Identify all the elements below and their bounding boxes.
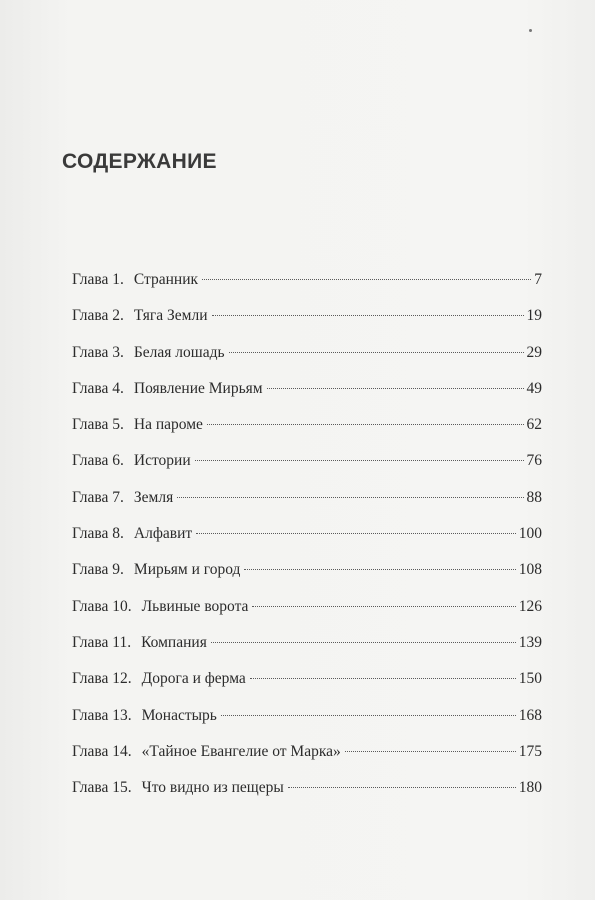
toc-dot-leader bbox=[345, 751, 516, 752]
toc-entry bbox=[72, 343, 542, 379]
toc-chapter-title: Что видно из пещеры bbox=[141, 779, 284, 797]
toc-entry bbox=[72, 742, 542, 778]
toc-chapter-title: Монастырь bbox=[141, 706, 217, 724]
toc-chapter-title: Истории bbox=[133, 452, 191, 470]
toc-chapter-title: Алфавит bbox=[133, 525, 193, 543]
toc-entry-label bbox=[72, 451, 191, 471]
toc-page-number: 19 bbox=[526, 307, 542, 325]
toc-page-number: 180 bbox=[518, 779, 542, 797]
toc-chapter-title: Львиные ворота bbox=[141, 597, 249, 615]
toc-chapter-number: Глава 11. bbox=[72, 633, 132, 651]
toc-entry bbox=[72, 560, 542, 596]
toc-chapter-number: Глава 5. bbox=[72, 416, 124, 434]
toc-entry bbox=[72, 270, 542, 306]
toc-entry-label bbox=[72, 306, 208, 326]
toc-entry bbox=[72, 415, 542, 451]
toc-chapter-title: Дорога и ферма bbox=[141, 670, 246, 688]
toc-dot-leader bbox=[207, 424, 524, 425]
toc-entry-label bbox=[72, 415, 203, 435]
toc-page-number: 168 bbox=[518, 706, 542, 724]
toc-chapter-number: Глава 9. bbox=[72, 561, 124, 579]
table-of-contents bbox=[72, 270, 542, 814]
toc-dot-leader bbox=[212, 315, 524, 316]
toc-page-number: 62 bbox=[526, 416, 542, 434]
toc-chapter-number: Глава 12. bbox=[72, 670, 132, 688]
toc-entry-label bbox=[72, 524, 192, 544]
toc-chapter-number: Глава 3. bbox=[72, 343, 124, 361]
toc-chapter-number: Глава 14. bbox=[72, 742, 132, 760]
toc-chapter-title: Странник bbox=[133, 271, 199, 288]
toc-page-number: 88 bbox=[526, 488, 542, 506]
toc-entry-label bbox=[72, 488, 173, 508]
toc-dot-leader bbox=[202, 279, 531, 280]
toc-chapter-number: Глава 6. bbox=[72, 452, 124, 470]
toc-entry bbox=[72, 669, 542, 705]
toc-dot-leader bbox=[267, 388, 524, 389]
toc-dot-leader bbox=[195, 460, 524, 461]
toc-entry-label bbox=[72, 669, 246, 689]
toc-chapter-title: Появление Мирьям bbox=[133, 379, 263, 397]
toc-dot-leader bbox=[196, 533, 516, 534]
toc-page-number: 100 bbox=[518, 525, 542, 543]
toc-dot-leader bbox=[244, 569, 515, 570]
toc-chapter-title: Земля bbox=[133, 488, 174, 506]
toc-entry-label bbox=[72, 379, 263, 399]
toc-page-number: 150 bbox=[518, 670, 542, 688]
toc-chapter-title: На пароме bbox=[133, 416, 203, 434]
toc-chapter-number: Глава 10. bbox=[72, 597, 132, 615]
toc-page-number: 49 bbox=[526, 379, 542, 397]
toc-page-number: 126 bbox=[518, 597, 542, 615]
toc-chapter-title: «Тайное Евангелие от Марка» bbox=[141, 742, 341, 760]
toc-entry bbox=[72, 451, 542, 487]
toc-chapter-number: Глава 7. bbox=[72, 488, 124, 506]
toc-entry-label bbox=[72, 633, 207, 653]
toc-dot-leader bbox=[177, 497, 523, 498]
toc-dot-leader bbox=[250, 678, 516, 679]
toc-entry-label bbox=[72, 270, 198, 290]
toc-chapter-number: Глава 4. bbox=[72, 379, 124, 397]
toc-dot-leader bbox=[211, 642, 516, 643]
toc-dot-leader bbox=[229, 352, 524, 353]
toc-entry bbox=[72, 706, 542, 742]
toc-entry bbox=[72, 524, 542, 560]
toc-entry bbox=[72, 379, 542, 415]
toc-chapter-number: Глава 15. bbox=[72, 779, 132, 797]
page-speck bbox=[529, 29, 532, 32]
toc-page-number: 175 bbox=[518, 742, 542, 760]
toc-chapter-title: Компания bbox=[141, 633, 207, 651]
toc-chapter-title: Белая лошадь bbox=[133, 343, 225, 361]
toc-dot-leader bbox=[288, 787, 516, 788]
toc-dot-leader bbox=[252, 606, 515, 607]
toc-entry bbox=[72, 633, 542, 669]
toc-page-number: 76 bbox=[526, 452, 542, 470]
toc-chapter-number: Глава 1. bbox=[72, 271, 124, 288]
toc-chapter-title: Тяга Земли bbox=[133, 307, 208, 325]
toc-page-number: 139 bbox=[518, 633, 542, 651]
toc-entry-label bbox=[72, 560, 240, 580]
toc-dot-leader bbox=[221, 715, 516, 716]
toc-entry bbox=[72, 488, 542, 524]
toc-entry bbox=[72, 306, 542, 342]
toc-entry-label bbox=[72, 597, 248, 617]
toc-entry bbox=[72, 778, 542, 814]
toc-entry-label bbox=[72, 742, 341, 762]
toc-entry bbox=[72, 597, 542, 633]
toc-page-number: 29 bbox=[526, 343, 542, 361]
toc-page-number: 7 bbox=[534, 271, 542, 288]
toc-entry-label bbox=[72, 343, 225, 363]
toc-chapter-number: Глава 13. bbox=[72, 706, 132, 724]
toc-page-number: 108 bbox=[518, 561, 542, 579]
toc-chapter-number: Глава 8. bbox=[72, 525, 124, 543]
toc-entry-label bbox=[72, 706, 217, 726]
toc-chapter-number: Глава 2. bbox=[72, 307, 124, 325]
page-title: СОДЕРЖАНИЕ bbox=[62, 150, 217, 173]
toc-entry-label bbox=[72, 778, 284, 798]
toc-chapter-title: Мирьям и город bbox=[133, 561, 241, 579]
